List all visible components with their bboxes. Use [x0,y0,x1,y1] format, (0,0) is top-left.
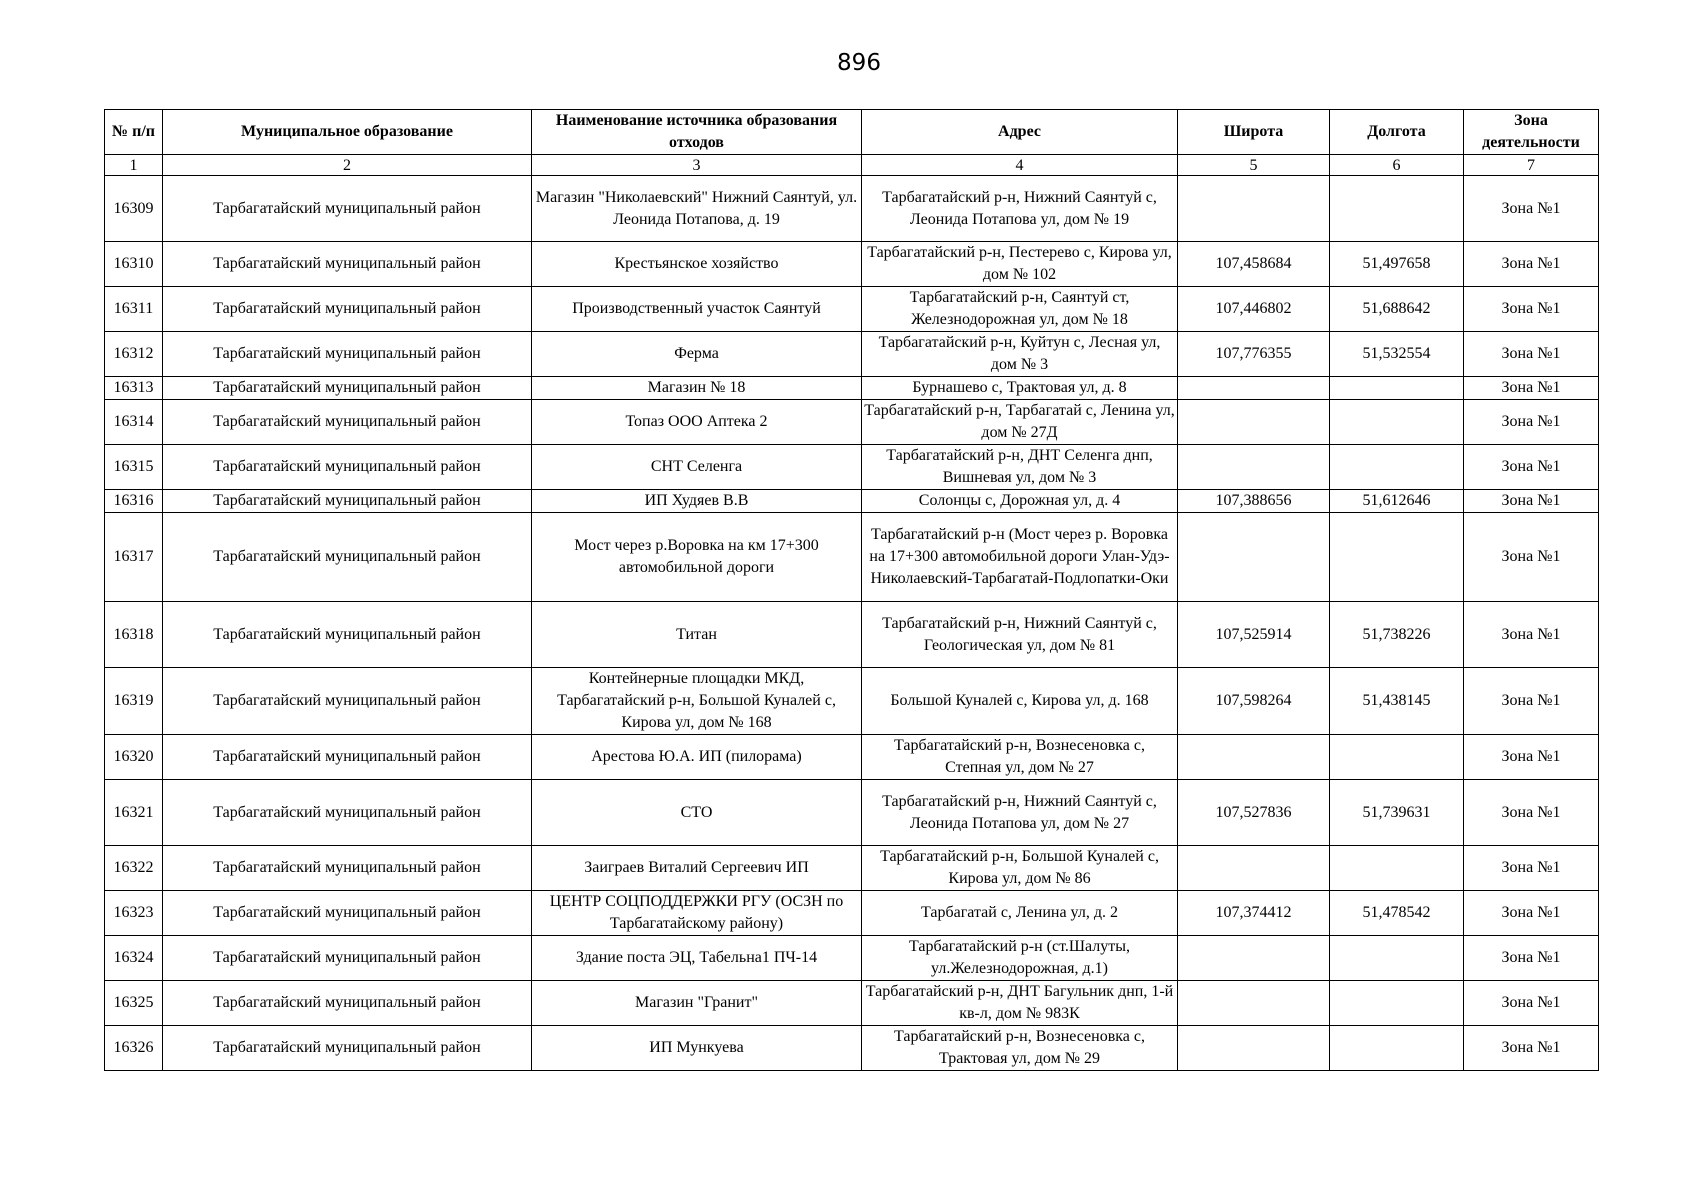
table-row [105,780,1599,846]
address-cell: Большой Куналей с, Кирова ул, д. 168 [862,668,1178,735]
zone-cell: Зона №1 [1464,1026,1599,1071]
longitude-cell [1330,400,1464,445]
table-row [105,176,1599,242]
latitude-cell: 107,446802 [1178,287,1330,332]
row-number-cell: 16316 [105,490,163,513]
table-row [105,936,1599,981]
zone-cell: Зона №1 [1464,735,1599,780]
municipality-cell: Тарбагатайский муниципальный район [163,981,532,1026]
longitude-cell [1330,445,1464,490]
row-number-cell: 16319 [105,668,163,735]
row-number-cell: 16318 [105,602,163,668]
row-number-cell: 16325 [105,981,163,1026]
waste-source-cell: Магазин "Гранит" [532,981,862,1026]
waste-source-cell: Крестьянское хозяйство [532,242,862,287]
header-cell: Долгота [1330,110,1464,155]
municipality-cell: Тарбагатайский муниципальный район [163,176,532,242]
municipality-cell: Тарбагатайский муниципальный район [163,242,532,287]
waste-source-cell: ИП Худяев В.В [532,490,862,513]
address-cell: Тарбагатай с, Ленина ул, д. 2 [862,891,1178,936]
municipality-cell: Тарбагатайский муниципальный район [163,846,532,891]
column-number-cell: 3 [532,155,862,176]
longitude-cell: 51,688642 [1330,287,1464,332]
table-row [105,332,1599,377]
longitude-cell: 51,612646 [1330,490,1464,513]
header-cell: Муниципальное образование [163,110,532,155]
longitude-cell: 51,738226 [1330,602,1464,668]
waste-source-cell: Заиграев Виталий Сергеевич ИП [532,846,862,891]
latitude-cell: 107,776355 [1178,332,1330,377]
zone-cell: Зона №1 [1464,490,1599,513]
waste-source-cell: Магазин "Николаевский" Нижний Саянтуй, ул. Леонида Потапова, д. 19 [532,176,862,242]
address-cell: Тарбагатайский р-н, Тарбагатай с, Ленина ул, дом № 27Д [862,400,1178,445]
row-number-cell: 16309 [105,176,163,242]
zone-cell: Зона №1 [1464,332,1599,377]
municipality-cell: Тарбагатайский муниципальный район [163,891,532,936]
municipality-cell: Тарбагатайский муниципальный район [163,490,532,513]
zone-cell: Зона №1 [1464,400,1599,445]
table-row [105,668,1599,735]
row-number-cell: 16312 [105,332,163,377]
latitude-cell [1178,735,1330,780]
address-cell: Солонцы с, Дорожная ул, д. 4 [862,490,1178,513]
municipality-cell: Тарбагатайский муниципальный район [163,735,532,780]
row-number-cell: 16322 [105,846,163,891]
municipality-cell: Тарбагатайский муниципальный район [163,400,532,445]
municipality-cell: Тарбагатайский муниципальный район [163,936,532,981]
latitude-cell [1178,846,1330,891]
waste-source-cell: ЦЕНТР СОЦПОДДЕРЖКИ РГУ (ОСЗН по Тарбагатайскому району) [532,891,862,936]
zone-cell: Зона №1 [1464,780,1599,846]
zone-cell: Зона №1 [1464,936,1599,981]
table-row [105,242,1599,287]
waste-source-cell: Арестова Ю.А. ИП (пилорама) [532,735,862,780]
table-row [105,846,1599,891]
latitude-cell [1178,936,1330,981]
latitude-cell [1178,1026,1330,1071]
row-number-cell: 16315 [105,445,163,490]
row-number-cell: 16310 [105,242,163,287]
table-row [105,735,1599,780]
waste-source-cell: Производственный участок Саянтуй [532,287,862,332]
longitude-cell [1330,936,1464,981]
table-row [105,490,1599,513]
address-cell: Тарбагатайский р-н, Нижний Саянтуй с, Геологическая ул, дом № 81 [862,602,1178,668]
waste-source-cell: Магазин № 18 [532,377,862,400]
latitude-cell [1178,400,1330,445]
latitude-cell [1178,176,1330,242]
row-number-cell: 16314 [105,400,163,445]
column-number-cell: 5 [1178,155,1330,176]
zone-cell: Зона №1 [1464,242,1599,287]
address-cell: Тарбагатайский р-н, ДНТ Селенга днп, Вишневая ул, дом № 3 [862,445,1178,490]
address-cell: Тарбагатайский р-н, Большой Куналей с, Кирова ул, дом № 86 [862,846,1178,891]
waste-source-cell: ИП Мункуева [532,1026,862,1071]
row-number-cell: 16320 [105,735,163,780]
table-row [105,602,1599,668]
address-cell: Тарбагатайский р-н, Вознесеновка с, Степная ул, дом № 27 [862,735,1178,780]
address-cell: Тарбагатайский р-н, Нижний Саянтуй с, Леонида Потапова ул, дом № 19 [862,176,1178,242]
latitude-cell: 107,458684 [1178,242,1330,287]
header-cell: Широта [1178,110,1330,155]
row-number-cell: 16311 [105,287,163,332]
latitude-cell: 107,374412 [1178,891,1330,936]
table-row [105,513,1599,602]
header-cell: № п/п [105,110,163,155]
column-number-row [105,155,1599,176]
zone-cell: Зона №1 [1464,377,1599,400]
table-row [105,445,1599,490]
address-cell: Тарбагатайский р-н, Куйтун с, Лесная ул, дом № 3 [862,332,1178,377]
waste-source-cell: СТО [532,780,862,846]
row-number-cell: 16326 [105,1026,163,1071]
column-number-cell: 7 [1464,155,1599,176]
header-cell: Адрес [862,110,1178,155]
column-number-cell: 6 [1330,155,1464,176]
longitude-cell: 51,497658 [1330,242,1464,287]
zone-cell: Зона №1 [1464,602,1599,668]
table-row [105,981,1599,1026]
longitude-cell [1330,1026,1464,1071]
latitude-cell: 107,525914 [1178,602,1330,668]
column-number-cell: 2 [163,155,532,176]
table-row [105,400,1599,445]
row-number-cell: 16313 [105,377,163,400]
longitude-cell [1330,735,1464,780]
municipality-cell: Тарбагатайский муниципальный район [163,445,532,490]
municipality-cell: Тарбагатайский муниципальный район [163,780,532,846]
latitude-cell: 107,527836 [1178,780,1330,846]
waste-source-cell: Мост через р.Воровка на км 17+300 автомобильной дороги [532,513,862,602]
municipality-cell: Тарбагатайский муниципальный район [163,668,532,735]
header-row [105,110,1599,155]
zone-cell: Зона №1 [1464,891,1599,936]
longitude-cell: 51,532554 [1330,332,1464,377]
latitude-cell [1178,513,1330,602]
address-cell: Тарбагатайский р-н, ДНТ Багульник днп, 1-й кв-л, дом № 983К [862,981,1178,1026]
table-row [105,287,1599,332]
header-cell: Зона деятельности [1464,110,1599,155]
longitude-cell: 51,739631 [1330,780,1464,846]
row-number-cell: 16321 [105,780,163,846]
zone-cell: Зона №1 [1464,287,1599,332]
row-number-cell: 16324 [105,936,163,981]
waste-source-cell: Титан [532,602,862,668]
column-number-cell: 1 [105,155,163,176]
waste-source-cell: Здание поста ЭЦ, Табельна1 ПЧ-14 [532,936,862,981]
municipality-cell: Тарбагатайский муниципальный район [163,1026,532,1071]
longitude-cell: 51,438145 [1330,668,1464,735]
address-cell: Тарбагатайский р-н (ст.Шалуты, ул.Железнодорожная, д.1) [862,936,1178,981]
table-body [105,176,1599,1071]
table-row [105,377,1599,400]
address-cell: Тарбагатайский р-н, Пестерево с, Кирова ул, дом № 102 [862,242,1178,287]
waste-source-cell: СНТ Селенга [532,445,862,490]
longitude-cell: 51,478542 [1330,891,1464,936]
column-number-cell: 4 [862,155,1178,176]
zone-cell: Зона №1 [1464,668,1599,735]
zone-cell: Зона №1 [1464,513,1599,602]
zone-cell: Зона №1 [1464,176,1599,242]
address-cell: Бурнашево с, Трактовая ул, д. 8 [862,377,1178,400]
latitude-cell: 107,388656 [1178,490,1330,513]
latitude-cell [1178,377,1330,400]
latitude-cell [1178,445,1330,490]
waste-sources-table [104,109,1599,1071]
zone-cell: Зона №1 [1464,981,1599,1026]
longitude-cell [1330,513,1464,602]
longitude-cell [1330,846,1464,891]
table-row [105,891,1599,936]
waste-source-cell: Контейнерные площадки МКД, Тарбагатайский р-н, Большой Куналей с, Кирова ул, дом № 168 [532,668,862,735]
municipality-cell: Тарбагатайский муниципальный район [163,332,532,377]
waste-source-cell: Ферма [532,332,862,377]
municipality-cell: Тарбагатайский муниципальный район [163,602,532,668]
latitude-cell: 107,598264 [1178,668,1330,735]
row-number-cell: 16317 [105,513,163,602]
zone-cell: Зона №1 [1464,445,1599,490]
row-number-cell: 16323 [105,891,163,936]
longitude-cell [1330,377,1464,400]
municipality-cell: Тарбагатайский муниципальный район [163,513,532,602]
address-cell: Тарбагатайский р-н, Вознесеновка с, Трактовая ул, дом № 29 [862,1026,1178,1071]
longitude-cell [1330,176,1464,242]
latitude-cell [1178,981,1330,1026]
waste-source-cell: Топаз ООО Аптека 2 [532,400,862,445]
longitude-cell [1330,981,1464,1026]
address-cell: Тарбагатайский р-н (Мост через р. Воровка на 17+300 автомобильной дороги Улан-Удэ-Николаевский-Тарбагатай-Подлопатки-Оки [862,513,1178,602]
address-cell: Тарбагатайский р-н, Нижний Саянтуй с, Леонида Потапова ул, дом № 27 [862,780,1178,846]
page-number: 896 [837,50,881,76]
header-cell: Наименование источника образования отходов [532,110,862,155]
table-row [105,1026,1599,1071]
municipality-cell: Тарбагатайский муниципальный район [163,377,532,400]
address-cell: Тарбагатайский р-н, Саянтуй ст, Железнодорожная ул, дом № 18 [862,287,1178,332]
municipality-cell: Тарбагатайский муниципальный район [163,287,532,332]
zone-cell: Зона №1 [1464,846,1599,891]
